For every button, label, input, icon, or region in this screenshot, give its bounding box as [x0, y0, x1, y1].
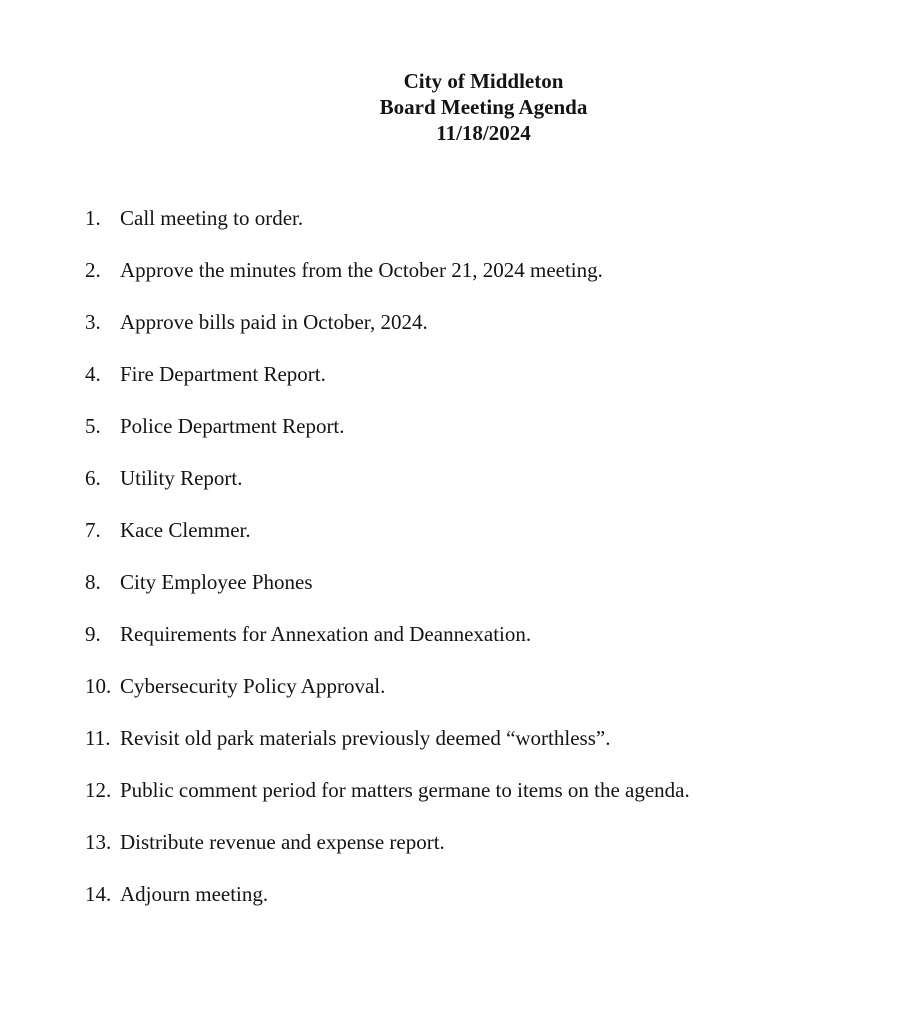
agenda-item	[85, 516, 841, 544]
agenda-item-number: 7.	[85, 518, 101, 542]
agenda-item-number: 4.	[85, 362, 101, 386]
document-date: 11/18/2024	[436, 121, 531, 145]
agenda-item-text: Utility Report.	[120, 466, 243, 490]
agenda-list	[0, 204, 901, 908]
agenda-item	[85, 724, 841, 752]
agenda-item	[85, 880, 841, 908]
agenda-item	[85, 464, 841, 492]
agenda-item	[85, 828, 841, 856]
agenda-item-number: 3.	[85, 310, 101, 334]
agenda-item	[85, 412, 841, 440]
agenda-item-text: Kace Clemmer.	[120, 518, 251, 542]
agenda-item	[85, 568, 841, 596]
agenda-item-number: 14.	[85, 882, 112, 906]
agenda-item-text: Approve the minutes from the October 21, 2024 meeting.	[120, 258, 603, 282]
agenda-item-number: 2.	[85, 258, 101, 282]
document-subtitle: Board Meeting Agenda	[379, 95, 588, 119]
agenda-item	[85, 620, 841, 648]
agenda-item-text: Revisit old park materials previously deemed “worthless”.	[120, 726, 611, 750]
agenda-item-text: Fire Department Report.	[120, 362, 326, 386]
agenda-item-number: 13.	[85, 830, 112, 854]
agenda-item	[85, 672, 841, 700]
agenda-item-text: Adjourn meeting.	[120, 882, 269, 906]
agenda-item-number: 6.	[85, 466, 101, 490]
agenda-item-number: 5.	[85, 414, 101, 438]
agenda-item	[85, 308, 841, 336]
agenda-item-text: Distribute revenue and expense report.	[120, 830, 445, 854]
agenda-item-text: Public comment period for matters germane to items on the agenda.	[120, 778, 690, 802]
agenda-item-text: Approve bills paid in October, 2024.	[120, 310, 428, 334]
agenda-item-number: 11.	[85, 726, 111, 750]
agenda-item-text: City Employee Phones	[120, 570, 313, 594]
agenda-item-number: 10.	[85, 674, 112, 698]
agenda-item-text: Call meeting to order.	[120, 206, 304, 230]
agenda-item	[85, 776, 841, 804]
agenda-item-number: 1.	[85, 206, 101, 230]
agenda-item-text: Cybersecurity Policy Approval.	[120, 674, 386, 698]
document-title: City of Middleton	[403, 69, 564, 93]
agenda-item-number: 9.	[85, 622, 101, 646]
agenda-item-text: Police Department Report.	[120, 414, 345, 438]
agenda-item-number: 8.	[85, 570, 101, 594]
document-header	[0, 0, 901, 146]
agenda-item	[85, 360, 841, 388]
agenda-item-text: Requirements for Annexation and Deannexation.	[120, 622, 532, 646]
agenda-item	[85, 204, 841, 232]
agenda-item	[85, 256, 841, 284]
agenda-item-number: 12.	[85, 778, 112, 802]
